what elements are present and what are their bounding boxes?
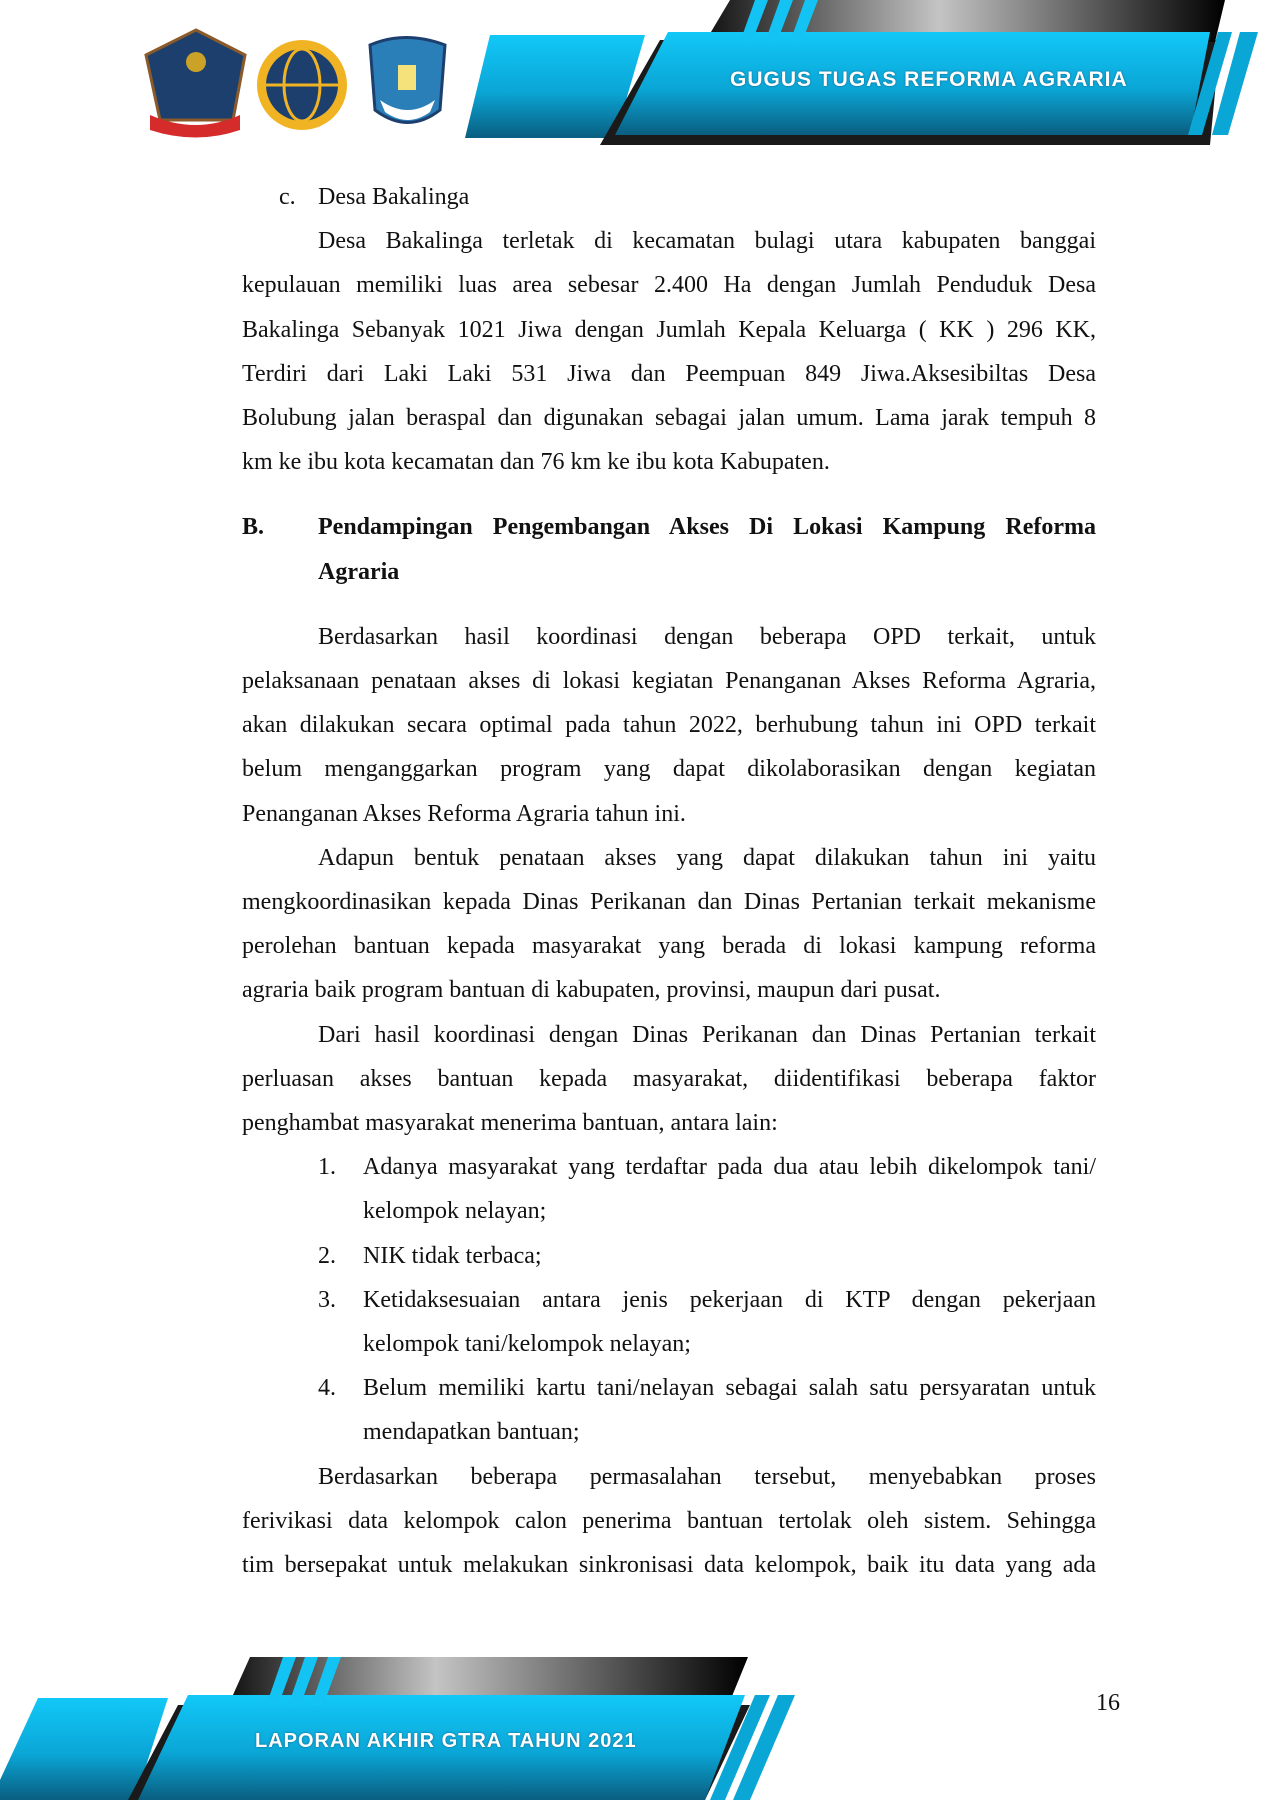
paragraph-permasalahan — [242, 1455, 1096, 1588]
text-line: akan dilakukan secara optimal pada tahun 2022, berhubung tahun ini OPD terkait — [242, 712, 1096, 739]
paragraph-koordinasi — [242, 615, 1096, 836]
subsection-label: c. — [279, 184, 296, 210]
paragraph-bentuk-penataan — [242, 836, 1096, 1013]
text-line: Berdasarkan beberapa permasalahan tersebut, menyebabkan proses — [318, 1463, 1096, 1490]
text-line: Bolubung jalan beraspal dan digunakan sebagai jalan umum. Lama jarak tempuh 8 — [242, 405, 1096, 432]
list-number: 1. — [318, 1154, 336, 1181]
paragraph-desa-bakalinga — [242, 219, 1096, 484]
text-line: agraria baik program bantuan di kabupaten, provinsi, maupun dari pusat. — [242, 977, 941, 1004]
text-line: Penanganan Akses Reforma Agraria tahun ini. — [242, 800, 686, 827]
text-line: NIK tidak terbaca; — [363, 1242, 542, 1269]
footer-title: LAPORAN AKHIR GTRA TAHUN 2021 — [255, 1730, 637, 1752]
section-title-line: Agraria — [318, 558, 400, 585]
text-line: perluasan akses bantuan kepada masyarakat, diidentifikasi beberapa faktor — [242, 1065, 1096, 1092]
text-line: tim bersepakat untuk melakukan sinkronisasi data kelompok, baik itu data yang ada — [242, 1552, 1096, 1579]
text-line: Berdasarkan hasil koordinasi dengan beberapa OPD terkait, untuk — [318, 623, 1096, 650]
text-line: Terdiri dari Laki Laki 531 Jiwa dan Peempuan 849 Jiwa.Aksesibiltas Desa — [242, 360, 1096, 387]
text-line: kepulauan memiliki luas area sebesar 2.400 Ha dengan Jumlah Penduduk Desa — [242, 272, 1096, 299]
subsection-c-heading — [242, 175, 1096, 219]
text-line: Adanya masyarakat yang terdaftar pada dua atau lebih dikelompok tani/ — [363, 1154, 1096, 1181]
list-number: 2. — [318, 1242, 336, 1269]
text-line: mendapatkan bantuan; — [363, 1419, 580, 1446]
footer-banner — [0, 1640, 1273, 1800]
section-title-line: Pendampingan Pengembangan Akses Di Lokasi Kampung Reforma — [318, 514, 1096, 541]
text-line: Dari hasil koordinasi dengan Dinas Perikanan dan Dinas Pertanian terkait — [318, 1021, 1096, 1048]
text-line: Ketidaksesuaian antara jenis pekerjaan di KTP dengan pekerjaan — [363, 1286, 1096, 1313]
text-line: belum menganggarkan program yang dapat dikolaborasikan dengan kegiatan — [242, 756, 1096, 783]
text-line: Belum memiliki kartu tani/nelayan sebagai salah satu persyaratan untuk — [363, 1375, 1096, 1402]
list-item — [318, 1145, 1096, 1233]
gtra-logo — [146, 30, 245, 138]
text-line: ferivikasi data kelompok calon penerima bantuan tertolak oleh sistem. Sehingga — [242, 1507, 1096, 1534]
text-line: Bakalinga Sebanyak 1021 Jiwa dengan Jumlah Kepala Keluarga ( KK ) 296 KK, — [242, 316, 1096, 343]
section-b-heading — [242, 505, 1096, 593]
text-line: Desa Bakalinga terletak di kecamatan bulagi utara kabupaten banggai — [318, 228, 1096, 255]
text-line: pelaksanaan penataan akses di lokasi kegiatan Penanganan Akses Reforma Agraria, — [242, 668, 1096, 695]
header-title: GUGUS TUGAS REFORMA AGRARIA — [730, 68, 1128, 91]
banggai-kepulauan-logo — [370, 38, 445, 123]
list-item — [318, 1278, 1096, 1366]
text-line: kelompok nelayan; — [363, 1198, 547, 1225]
list-number: 4. — [318, 1375, 336, 1402]
numbered-list — [242, 1145, 1096, 1454]
list-item — [318, 1234, 1096, 1278]
page-number: 16 — [1096, 1690, 1120, 1716]
text-line: km ke ibu kota kecamatan dan 76 km ke ibu kota Kabupaten. — [242, 449, 830, 476]
atr-bpn-logo — [257, 40, 347, 130]
text-line: kelompok tani/kelompok nelayan; — [363, 1331, 691, 1358]
text-line: mengkoordinasikan kepada Dinas Perikanan dan Dinas Pertanian terkait mekanisme — [242, 889, 1096, 916]
subsection-title: Desa Bakalinga — [318, 184, 470, 210]
list-item — [318, 1366, 1096, 1454]
text-line: perolehan bantuan kepada masyarakat yang berada di lokasi kampung reforma — [242, 933, 1096, 960]
text-line: Adapun bentuk penataan akses yang dapat dilakukan tahun ini yaitu — [318, 844, 1096, 871]
paragraph-hasil-koordinasi — [242, 1013, 1096, 1146]
document-body — [242, 175, 1096, 1587]
section-label: B. — [242, 514, 265, 541]
text-line: penghambat masyarakat menerima bantuan, antara lain: — [242, 1110, 778, 1137]
list-number: 3. — [318, 1286, 336, 1313]
